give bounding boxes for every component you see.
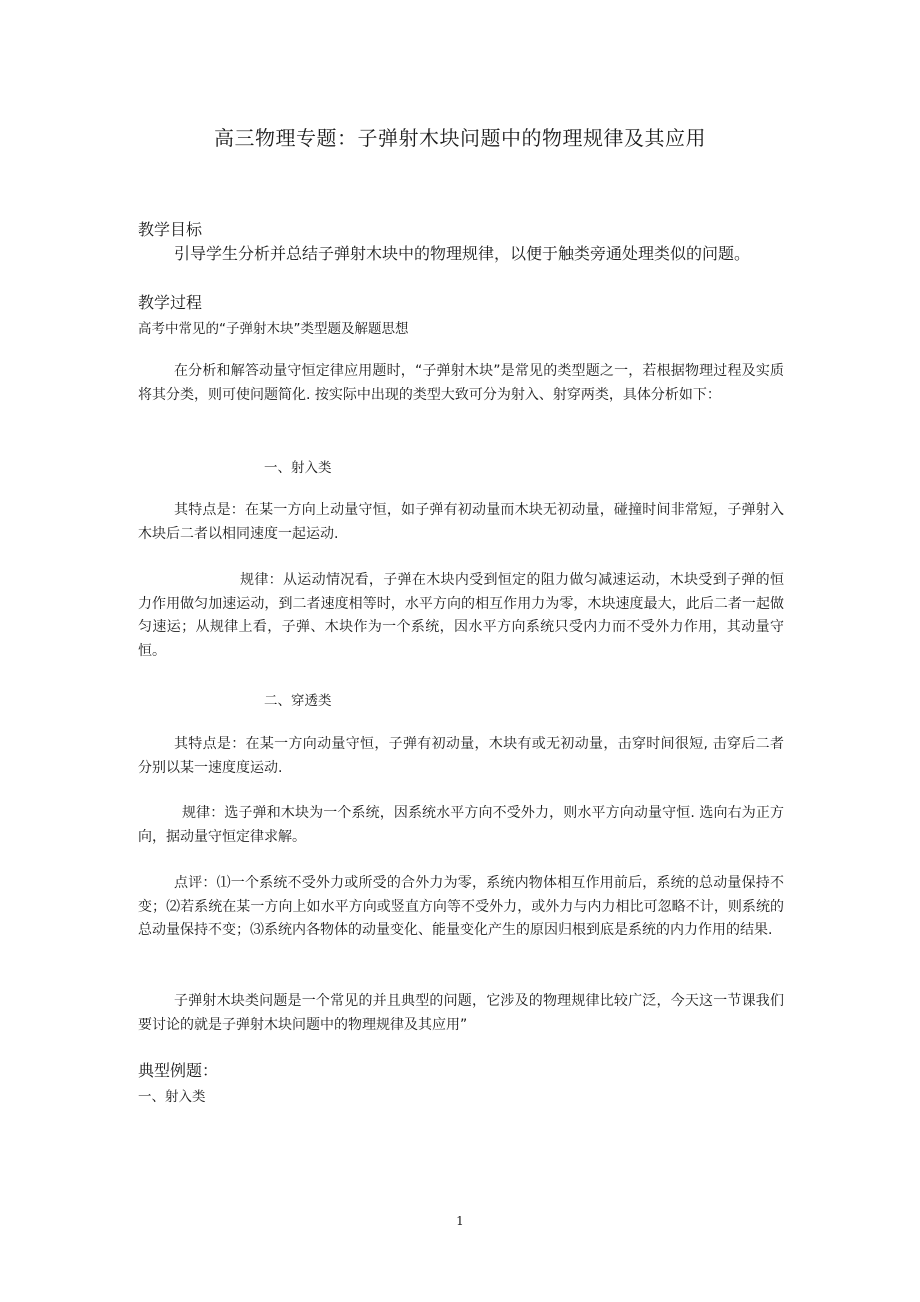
section2-heading: 二、穿透类 (264, 693, 332, 709)
teaching-process-heading: 教学过程 (138, 293, 203, 312)
document-title: 高三物理专题：子弹射木块问题中的物理规律及其应用 (214, 126, 706, 150)
teaching-goal-heading: 教学目标 (138, 220, 203, 239)
intro-paragraph: 在分析和解答动量守恒定律应用题时，“子弹射木块”是常见的类型题之一，若根据物理过程及实质将其分类，则可使问题简化. 按实际中出现的类型大致可分为射入、射穿两类，具体分析如下： (138, 363, 784, 403)
section2-rule: 规律：选子弹和木块为一个系统，因系统水平方向不受外力，则水平方向动量守恒. 选向右为正方向，据动量守恒定律求解。 (138, 805, 784, 845)
examples-sub-heading: 一、射入类 (138, 1089, 206, 1105)
section2-feature: 其特点是：在某一方向动量守恒，子弹有初动量，木块有或无初动量，击穿时间很短, 击穿后二者分别以某一速度度运动. (138, 736, 784, 776)
teaching-goal-text: 引导学生分析并总结子弹射木块中的物理规律，以便于触类旁通处理类似的问题。 (174, 244, 751, 263)
page-number: 1 (456, 1214, 464, 1228)
comment-paragraph: 点评：⑴一个系统不受外力或所受的合外力为零，系统内物体相互作用前后，系统的总动量保持不变；⑵若系统在某一方向上如水平方向或竖直方向等不受外力，或外力与内力相比可忽略不计，则系统的总动量保持不变；⑶系统内各物体的动量变化、能量变化产生的原因归根到底是系统的内力作用的结果. (138, 875, 784, 938)
examples-heading: 典型例题： (138, 1061, 219, 1080)
section1-rule: 规律：从运动情况看，子弹在木块内受到恒定的阻力做匀减速运动，木块受到子弹的恒力作用做匀加速运动，到二者速度相等时，水平方向的相互作用力为零，木块速度最大，此后二者一起做匀速运；从规律上看，子弹、木块作为一个系统，因水平方向系统只受内力而不受外力作用，其动量守恒。 (138, 572, 784, 659)
common-types-heading: 高考中常见的“子弹射木块”类型题及解题思想 (138, 321, 409, 337)
summary-paragraph: 子弹射木块类问题是一个常见的并且典型的问题，它涉及的物理规律比较广泛，今天这一节课我们要讨论的就是子弹射木块问题中的物理规律及其应用” (138, 993, 784, 1033)
section1-heading: 一、射入类 (264, 460, 332, 476)
section1-feature: 其特点是：在某一方向上动量守恒，如子弹有初动量而木块无初动量，碰撞时间非常短，子弹射入木块后二者以相同速度一起运动. (138, 502, 784, 542)
